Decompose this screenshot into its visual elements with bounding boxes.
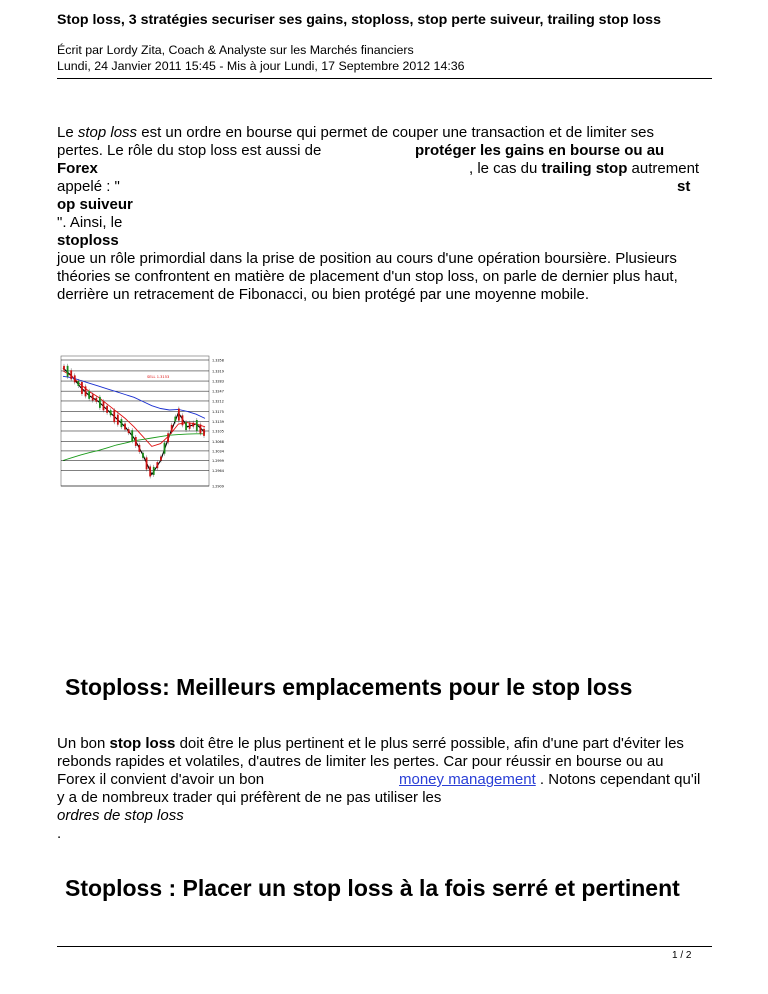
para1-line6: ". Ainsi, le: [57, 214, 123, 231]
chart-candle: [156, 462, 158, 468]
page-title: Stop loss, 3 stratégies securiser ses gains, stoploss, stop perte suiveur, trailing stop loss: [57, 12, 661, 28]
chart-candle: [146, 457, 148, 469]
chart-candle: [106, 406, 108, 413]
chart-candle: [70, 370, 72, 379]
para1-line1: Le stop loss est un ordre en bourse qui permet de couper une transaction et de limiter ses: [57, 124, 655, 141]
chart-candle: [121, 419, 123, 427]
chart-candle: [113, 410, 115, 422]
section1-line4: y a de nombreux trader qui préfèrent de ne pas utiliser les: [57, 789, 442, 806]
chart-candle: [164, 443, 166, 454]
chart-frame: [61, 356, 209, 486]
money-management-link[interactable]: money management: [399, 771, 536, 788]
chart-candle: [95, 398, 97, 402]
chart-y-tick-label: 1.2964: [212, 469, 224, 474]
chart-candle: [77, 381, 79, 386]
chart-candle: [192, 423, 194, 427]
chart-candle: [85, 386, 87, 396]
chart-y-tick-label: 1.3319: [212, 369, 224, 374]
chart-candle: [74, 375, 76, 382]
chart-candle: [63, 366, 65, 370]
chart-y-tick-label: 1.3068: [212, 439, 224, 444]
chart-candle: [110, 410, 112, 415]
chart-y-tick-label: 1.3139: [212, 419, 224, 424]
section1-line2: rebonds rapides et volatiles, d'autres de limiter les pertes. Car pour réussir en bourse ou au: [57, 753, 664, 770]
chart-candle: [182, 415, 184, 425]
chart-candle: [149, 466, 151, 476]
chart-candle: [178, 409, 180, 421]
para1-line8: joue un rôle primordial dans la prise de position au cours d'une opération boursière. Plusieurs: [57, 250, 677, 267]
chart-candle: [189, 423, 191, 429]
chart-candle: [124, 424, 126, 430]
chart-y-tick-label: 1.2999: [212, 459, 224, 464]
chart-annotation: SELL 1.3153: [147, 375, 170, 379]
chart-candle: [92, 395, 94, 401]
para1-line3b: , le cas du trailing stop autrement: [469, 160, 700, 177]
chart-y-tick-label: 1.3034: [212, 449, 224, 454]
chart-candle: [117, 415, 119, 425]
chart-y-tick-label: 1.2909: [212, 484, 224, 489]
section1-line3b: money management . Notons cependant qu'il: [399, 771, 701, 788]
para1-line5: op suiveur: [57, 196, 133, 213]
chart-candle: [200, 424, 202, 433]
chart-candle: [138, 445, 140, 452]
section1-line6: .: [57, 825, 62, 842]
header-divider: [57, 78, 712, 79]
para1-line7: stoploss: [57, 232, 119, 249]
chart-candle: [67, 366, 69, 377]
chart-candle: [135, 437, 137, 446]
chart-candle: [99, 397, 101, 408]
chart-candle: [160, 457, 162, 461]
chart-candle: [88, 391, 90, 399]
chart-y-tick-label: 1.3212: [212, 399, 224, 404]
page-number: 1 / 2: [672, 950, 692, 961]
chart-candle: [131, 430, 133, 441]
section1-line3a: Forex il convient d'avoir un bon: [57, 771, 265, 788]
para1-line4a: appelé : ": [57, 178, 120, 195]
stop-loss-chart: [59, 354, 235, 490]
para1-line4b: st: [677, 178, 691, 195]
para1-line2a: pertes. Le rôle du stop loss est aussi de: [57, 142, 322, 159]
chart-y-tick-label: 1.3283: [212, 379, 224, 384]
chart-y-tick-label: 1.3175: [212, 409, 224, 414]
chart-y-tick-label: 1.3247: [212, 389, 224, 394]
para1-line9: théories se confrontent en matière de placement d'un stop loss, on parle de dernier plus haut,: [57, 268, 678, 285]
chart-candle: [167, 433, 169, 442]
section1-line1: Un bon stop loss doit être le plus pertinent et le plus serré possible, afin d'une part d'éviter les: [57, 735, 684, 752]
para1-line2b: protéger les gains en bourse ou au: [415, 142, 665, 159]
footer-divider: [57, 946, 712, 947]
chart-candle: [174, 417, 176, 422]
chart-candle: [142, 453, 144, 458]
chart-y-tick-label: 1.3105: [212, 429, 224, 434]
chart-candle: [203, 429, 205, 436]
chart-candle: [153, 467, 155, 475]
para1-line3a: Forex: [57, 160, 98, 177]
chart-candle: [81, 382, 83, 394]
para1-line10: derrière un retracement de Fibonacci, ou bien protégé par une moyenne mobile.: [57, 286, 589, 303]
author-line: Écrit par Lordy Zita, Coach & Analyste sur les Marchés financiers: [57, 43, 414, 57]
chart-y-tick-label: 1.3358: [212, 358, 224, 363]
section1-heading: Stoploss: Meilleurs emplacements pour le stop loss: [65, 674, 633, 700]
chart-candle: [103, 401, 105, 410]
section1-line5: ordres de stop loss: [57, 807, 184, 824]
chart-candle: [171, 425, 173, 432]
chart-candle: [128, 429, 130, 433]
chart-svg: [59, 354, 235, 490]
chart-candle: [196, 420, 198, 431]
chart-candle: [185, 422, 187, 430]
date-line: Lundi, 24 Janvier 2011 15:45 - Mis à jour Lundi, 17 Septembre 2012 14:36: [57, 59, 465, 73]
section2-heading: Stoploss : Placer un stop loss à la fois serré et pertinent: [65, 875, 680, 901]
